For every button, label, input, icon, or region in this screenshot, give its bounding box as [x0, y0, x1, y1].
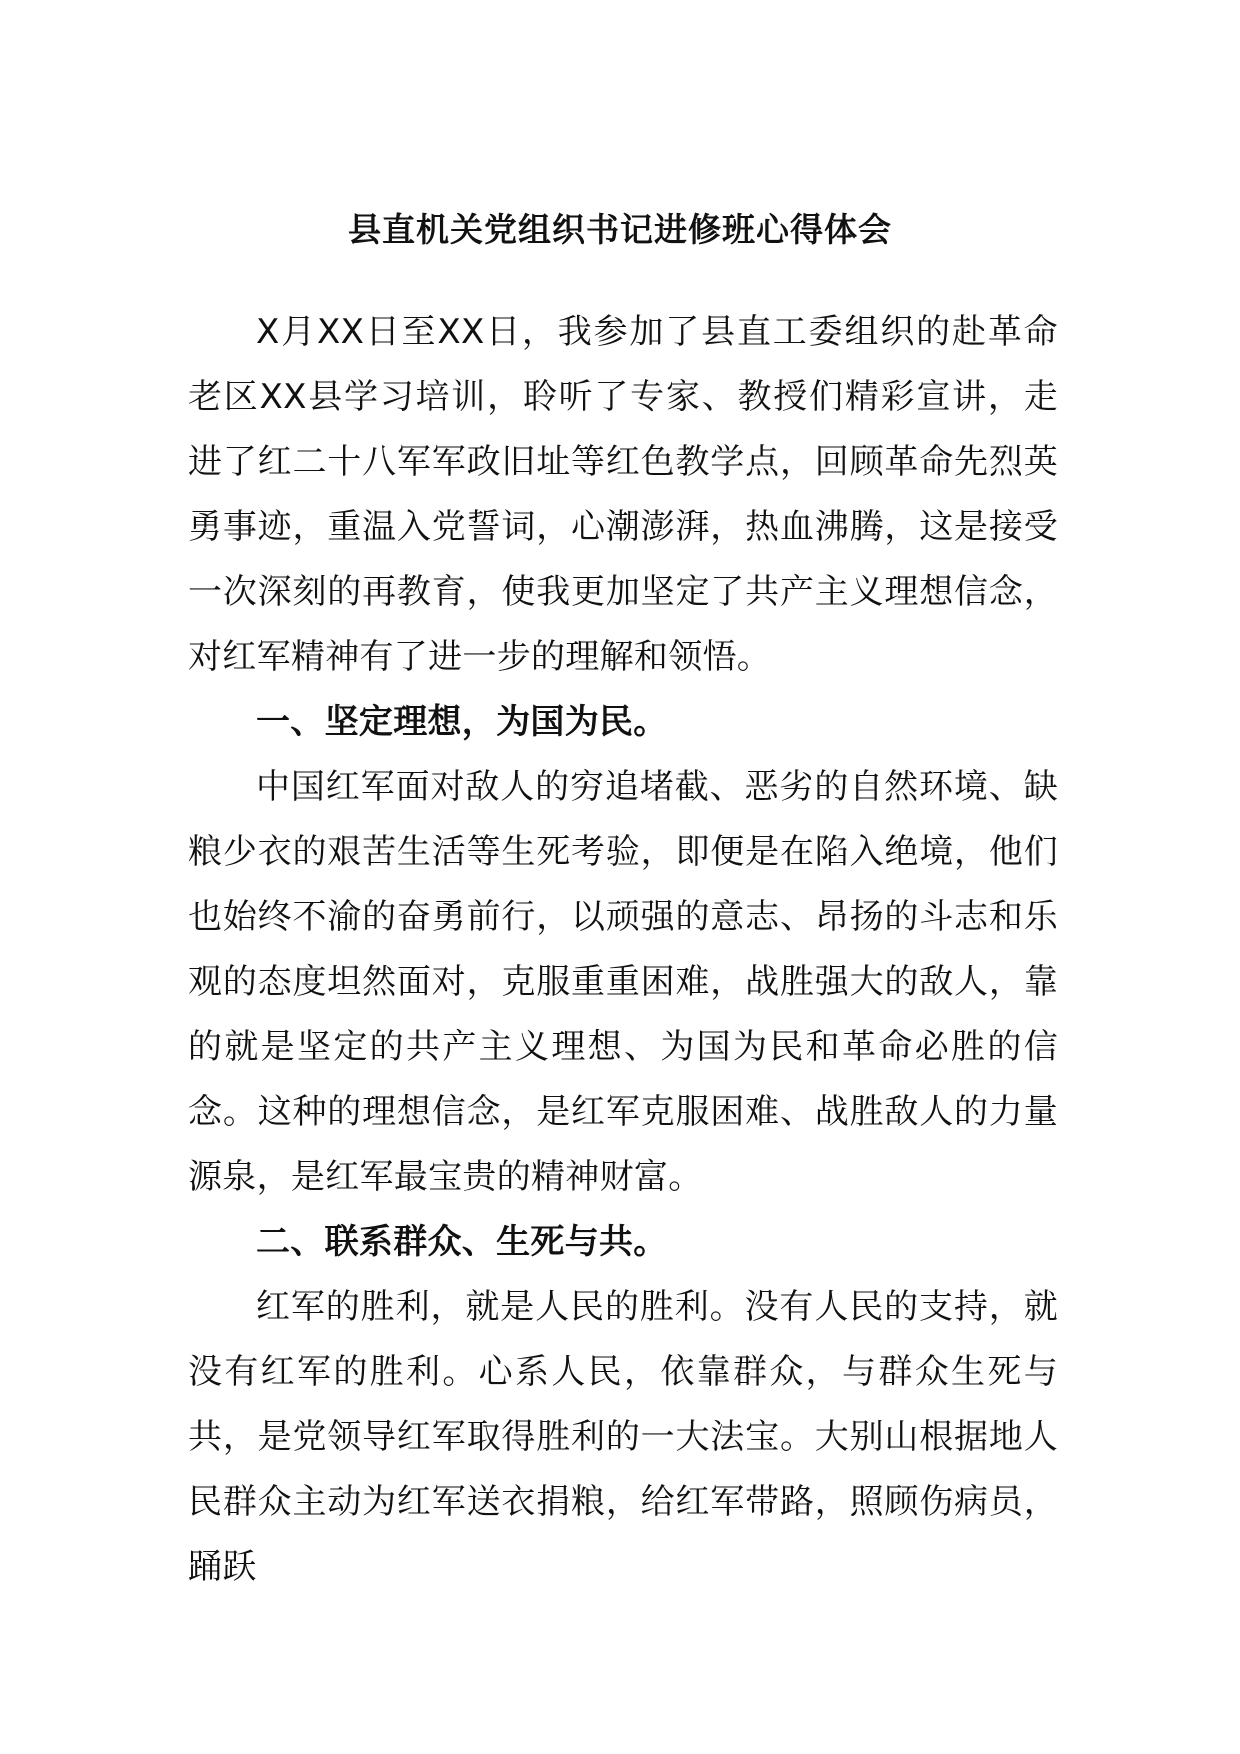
- section-heading-2: 二、联系群众、生死与共。: [256, 1222, 668, 1262]
- paragraph-intro: X月XX日至XX日，我参加了县直工委组织的赴革命老区XX县学习培训，聆听了专家、教授们精彩宣讲，走进了红二十八军军政旧址等红色教学点，回顾革命先烈英勇事迹，重温入党誓词，心潮澎湃，热血沸腾，这是接受一次深刻的再教育，使我更加坚定了共产主义理想信念，对红军精神有了进一步的理解和领悟。: [188, 312, 1058, 677]
- paragraph-section-2: 红军的胜利，就是人民的胜利。没有人民的支持，就没有红军的胜利。心系人民，依靠群众，与群众生死与共，是党领导红军取得胜利的一大法宝。大别山根据地人民群众主动为红军送衣捐粮，给红军带路，照顾伤病员，踊跃: [188, 1287, 1058, 1587]
- paragraph-section-1: 中国红军面对敌人的穷追堵截、恶劣的自然环境、缺粮少衣的艰苦生活等生死考验，即便是在陷入绝境，他们也始终不渝的奋勇前行，以顽强的意志、昂扬的斗志和乐观的态度坦然面对，克服重重困难，战胜强大的敌人，靠的就是坚定的共产主义理想、为国为民和革命必胜的信念。这种的理想信念，是红军克服困难、战胜敌人的力量源泉，是红军最宝贵的精神财富。: [188, 767, 1058, 1197]
- section-heading-1: 一、坚定理想，为国为民。: [256, 702, 668, 742]
- document-title: 县直机关党组织书记进修班心得体会: [348, 210, 892, 249]
- document-body: [188, 300, 1058, 1600]
